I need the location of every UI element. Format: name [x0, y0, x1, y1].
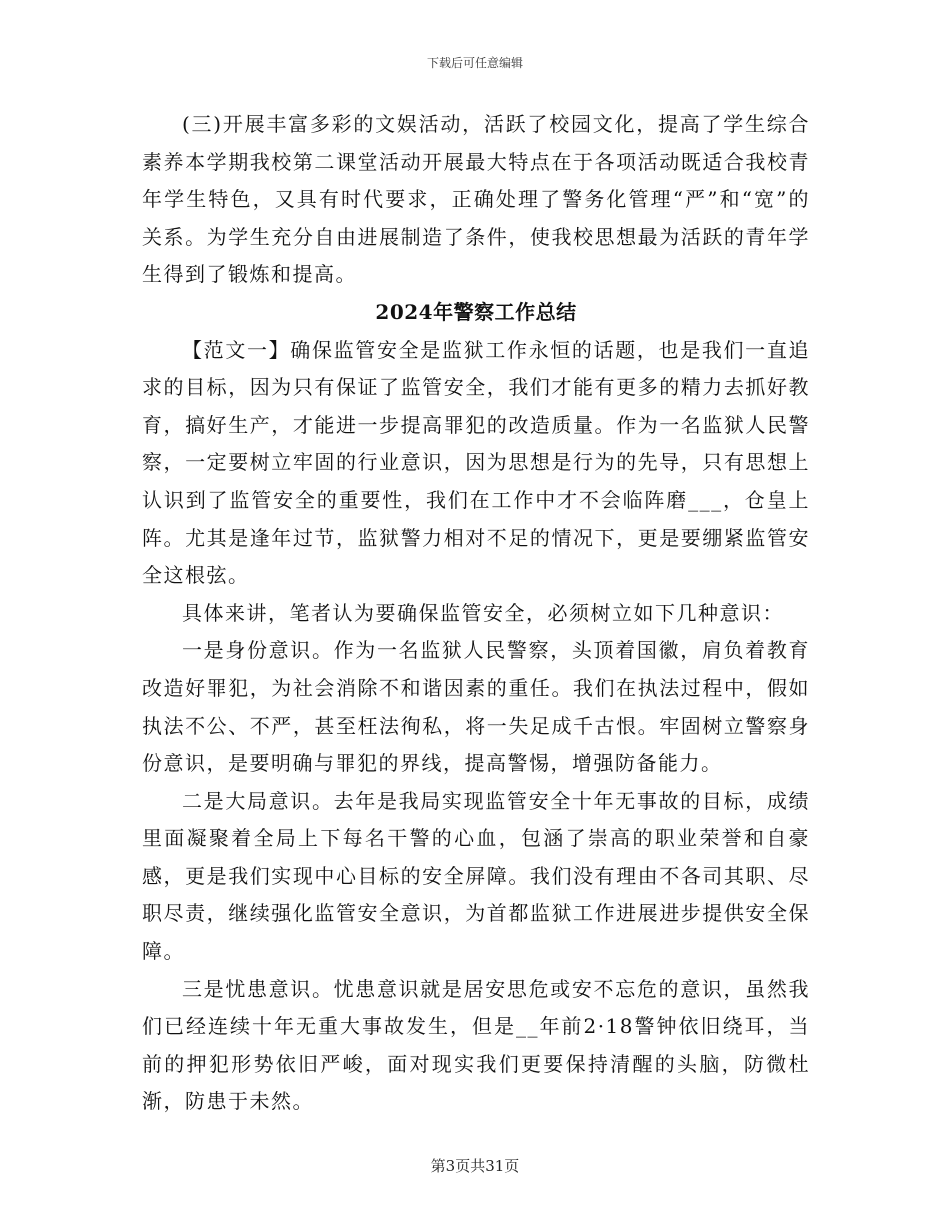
paragraph-overall-awareness: 二是大局意识。去年是我局实现监管安全十年无事故的目标，成绩里面凝聚着全局上下每名干警的心血，包涵了崇高的职业荣誉和自豪感，更是我们实现中心目标的安全屏障。我们没有理由不各司其职、尽职尽责，继续强化监管安全意识，为首都监狱工作进展进步提供安全保障。	[142, 788, 810, 964]
page-header-note: 下载后可任意编辑	[426, 56, 523, 70]
paragraph-identity-awareness: 一是身份意识。作为一名监狱人民警察，头顶着国徽，肩负着教育改造好罪犯，为社会消除不和谐因素的重任。我们在执法过程中，假如执法不公、不严，甚至枉法徇私，将一失足成千古恨。牢固树立警察身份意识，是要明确与罪犯的界线，提高警惕，增强防备能力。	[142, 638, 810, 776]
document-title: 2024年警察工作总结	[375, 299, 577, 324]
paragraph-sample-one: 【范文一】确保监管安全是监狱工作永恒的话题，也是我们一直追求的目标，因为只有保证了监管安全，我们才能有更多的精力去抓好教育，搞好生产，才能进一步提高罪犯的改造质量。作为一名监狱人民警察，一定要树立牢固的行业意识，因为思想是行为的先导，只有思想上认识到了监管安全的重要性，我们在工作中才不会临阵磨___，仓皇上阵。尤其是逢年过节，监狱警力相对不足的情况下，更是要绷紧监管安全这根弦。	[142, 337, 810, 588]
paragraph-activities: (三)开展丰富多彩的文娱活动，活跃了校园文化，提高了学生综合素养本学期我校第二课堂活动开展最大特点在于各项活动既适合我校青年学生特色，又具有时代要求，正确处理了警务化管理“严”和“宽”的关系。为学生充分自由进展制造了条件，使我校思想最为活跃的青年学生得到了锻炼和提高。	[142, 112, 810, 287]
paragraph-intro-awareness: 具体来讲，笔者认为要确保监管安全，必须树立如下几种意识：	[182, 600, 784, 625]
paragraph-risk-awareness: 三是忧患意识。忧患意识就是居安思危或安不忘危的意识，虽然我们已经连续十年无重大事故发生，但是__年前2·18警钟依旧绕耳，当前的押犯形势依旧严峻，面对现实我们更要保持清醒的头脑，防微杜渐，防患于未然。	[142, 976, 810, 1114]
page-number: 第3页共31页	[430, 1157, 520, 1175]
document-body	[142, 106, 810, 1121]
